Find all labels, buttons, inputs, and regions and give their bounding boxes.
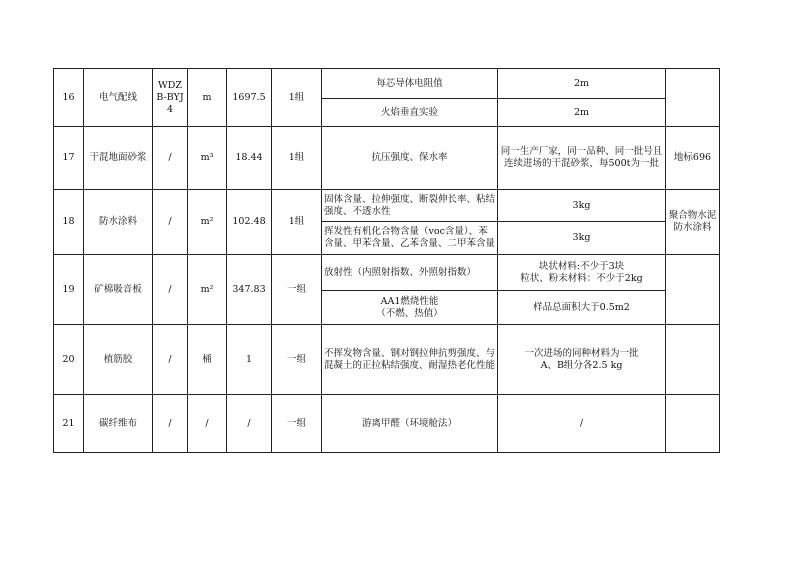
cell-spec: / <box>153 255 188 325</box>
cell-spec: WDZB-BYJ 4 <box>153 69 188 127</box>
cell-quantity: / <box>227 395 272 453</box>
cell-sample-requirement: 3kg <box>498 190 666 222</box>
cell-spec: / <box>153 395 188 453</box>
cell-batch: 一组 <box>272 395 322 453</box>
cell-remark <box>666 69 720 127</box>
cell-test-item: 每芯导体电阻值 <box>322 69 498 99</box>
cell-sample-requirement: 2m <box>498 69 666 99</box>
cell-sample-requirement: 同一生产厂家，同一品种、同一批号且连续进场的干混砂浆，每500t为一批 <box>498 127 666 190</box>
cell-unit: m <box>188 69 227 127</box>
cell-test-item: 放射性（内照射指数、外照射指数） <box>322 255 498 291</box>
cell-sample-requirement: 3kg <box>498 222 666 255</box>
cell-test-item: 游离甲醛（环境舱法） <box>322 395 498 453</box>
cell-material-name: 防水涂料 <box>84 190 153 255</box>
cell-unit: m² <box>188 190 227 255</box>
cell-material-name: 电气配线 <box>84 69 153 127</box>
inspection-table-sheet <box>53 68 720 453</box>
cell-no: 16 <box>54 69 84 127</box>
cell-test-item: 抗压强度、保水率 <box>322 127 498 190</box>
cell-unit: / <box>188 395 227 453</box>
cell-batch: 1组 <box>272 127 322 190</box>
cell-spec: / <box>153 190 188 255</box>
cell-no: 20 <box>54 325 84 395</box>
cell-remark: 聚合物水泥防水涂料 <box>666 190 720 255</box>
cell-remark <box>666 325 720 395</box>
cell-no: 19 <box>54 255 84 325</box>
cell-no: 21 <box>54 395 84 453</box>
cell-batch: 1组 <box>272 190 322 255</box>
cell-material-name: 植筋胶 <box>84 325 153 395</box>
cell-remark: 地标696 <box>666 127 720 190</box>
test-item-text: 挥发性有机化合物含量（voc含量）、苯含量、甲苯含量、乙苯含量、二甲苯含量 <box>324 226 495 249</box>
cell-spec: / <box>153 127 188 190</box>
cell-test-item: 不挥发物含量、钢对钢拉伸抗剪强度、与混凝土的正拉粘结强度、耐湿热老化性能 <box>322 325 498 395</box>
cell-remark <box>666 395 720 453</box>
cell-sample-requirement: 2m <box>498 99 666 127</box>
cell-test-item: AA1燃烧性能 （不燃、热值） <box>322 291 498 325</box>
cell-test-item: 火焰垂直实验 <box>322 99 498 127</box>
cell-unit: 桶 <box>188 325 227 395</box>
cell-quantity: 102.48 <box>227 190 272 255</box>
cell-remark <box>666 255 720 325</box>
cell-batch: 一组 <box>272 255 322 325</box>
cell-batch: 一组 <box>272 325 322 395</box>
cell-no: 18 <box>54 190 84 255</box>
cell-material-name: 碳纤维布 <box>84 395 153 453</box>
cell-test-item <box>322 222 498 255</box>
table-row <box>54 127 720 190</box>
cell-quantity: 1697.5 <box>227 69 272 127</box>
inspection-table <box>53 68 720 453</box>
table-row <box>54 69 720 99</box>
table-row <box>54 395 720 453</box>
cell-batch: 1组 <box>272 69 322 127</box>
cell-material-name: 干混地面砂浆 <box>84 127 153 190</box>
table-row <box>54 255 720 291</box>
cell-material-name: 矿棉吸音板 <box>84 255 153 325</box>
cell-test-item: 固体含量、拉伸强度、断裂伸长率、粘结强度、不透水性 <box>322 190 498 222</box>
cell-sample-requirement: 块状材料:不少于3块 粒状、粉末材料：不少于2kg <box>498 255 666 291</box>
cell-quantity: 347.83 <box>227 255 272 325</box>
cell-unit: m³ <box>188 127 227 190</box>
cell-quantity: 1 <box>227 325 272 395</box>
cell-sample-requirement: 样品总面积大于0.5m2 <box>498 291 666 325</box>
cell-spec: / <box>153 325 188 395</box>
table-row <box>54 190 720 222</box>
cell-unit: m² <box>188 255 227 325</box>
table-row <box>54 325 720 395</box>
cell-sample-requirement: 一次进场的同种材料为一批 A、B组分各2.5 kg <box>498 325 666 395</box>
cell-quantity: 18.44 <box>227 127 272 190</box>
cell-sample-requirement: / <box>498 395 666 453</box>
cell-no: 17 <box>54 127 84 190</box>
